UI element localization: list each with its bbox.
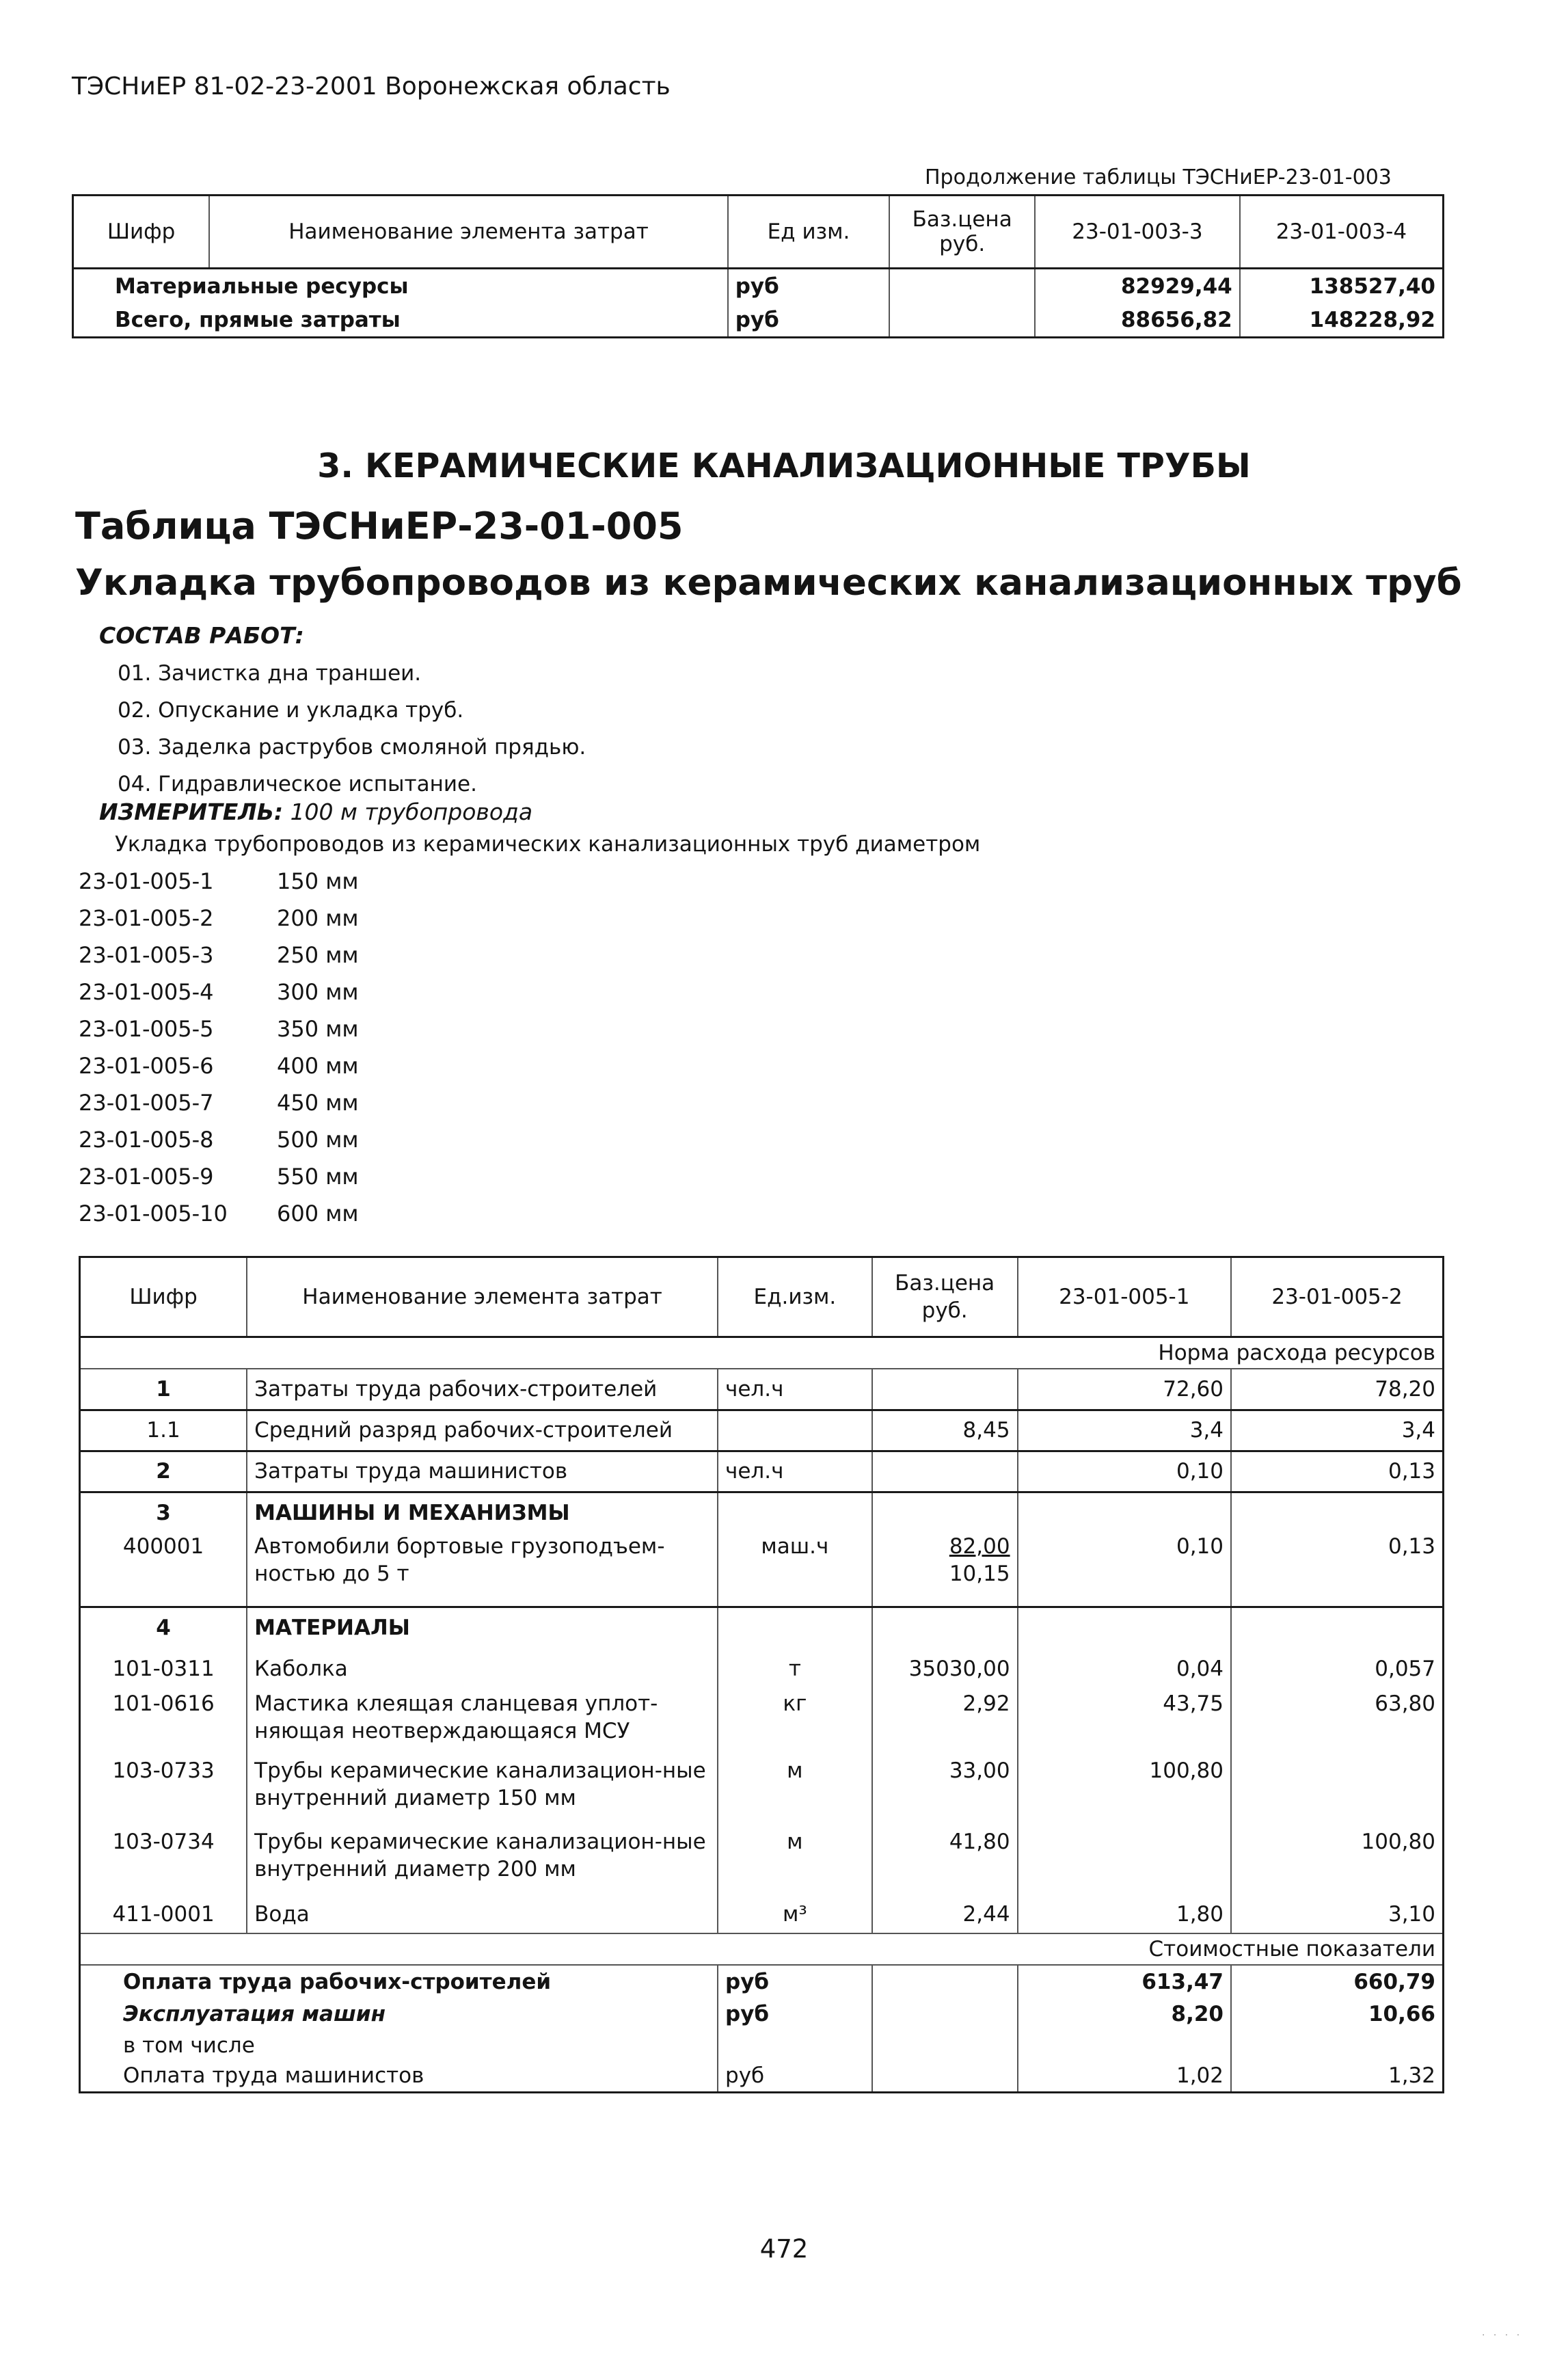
list-item (79, 1195, 359, 1232)
row-price (872, 1369, 1018, 1410)
table-header-row (80, 1257, 1444, 1337)
row-v1: 0,04 (1018, 1648, 1231, 1690)
scan-dots: · · · · (1482, 2330, 1523, 2341)
row-v1: 88656,82 (1035, 303, 1240, 338)
cost-v2: 1,32 (1231, 2061, 1444, 2092)
row-unit: м (718, 1757, 872, 1828)
table-row (80, 1451, 1444, 1492)
row-name: Материальные ресурсы (115, 273, 409, 299)
row-v2: 3,4 (1231, 1410, 1444, 1451)
row-name: МАТЕРИАЛЫ (247, 1607, 718, 1648)
row-price: 35030,00 (872, 1648, 1018, 1690)
cost-row (80, 2061, 1444, 2092)
row-code: 411-0001 (112, 1901, 215, 1927)
list-item (79, 1121, 359, 1158)
row-price-2: 10,15 (949, 1562, 1010, 1586)
table-row (80, 1757, 1444, 1828)
page-number: 472 (759, 2234, 809, 2264)
item-code: 23-01-005-10 (79, 1201, 228, 1227)
row-unit: маш.ч (718, 1533, 872, 1607)
table-group-row (80, 1607, 1444, 1648)
items-intro: Укладка трубопроводов из керамических канализационных труб диаметром (115, 832, 981, 857)
resource-table (79, 1256, 1444, 2093)
item-code: 23-01-005-3 (79, 942, 214, 968)
row-name: Средний разряд рабочих-строителей (247, 1410, 718, 1451)
col-header-v2: 23-01-003-4 (1240, 196, 1444, 269)
row-price: 82,00 (949, 1534, 1010, 1559)
row-price: 2,92 (872, 1690, 1018, 1757)
empty-cell (1231, 1492, 1444, 1533)
row-price: 41,80 (872, 1828, 1018, 1895)
table-description: Укладка трубопроводов из керамических канализационных труб (75, 562, 1462, 604)
empty-cell (872, 1607, 1018, 1648)
cost-name: в том числе (123, 2033, 255, 2058)
table-header-row (73, 196, 1444, 269)
row-name: Вода (247, 1895, 718, 1933)
row-v2 (1231, 1757, 1444, 1828)
row-unit (718, 1410, 872, 1451)
list-item: 03. Заделка раструбов смоляной прядью. (118, 735, 586, 760)
empty-cell (872, 1492, 1018, 1533)
item-code: 23-01-005-5 (79, 1016, 214, 1042)
cost-row (80, 2031, 1444, 2061)
list-item: 01. Зачистка дна траншеи. (118, 661, 422, 686)
col-header-code: Шифр (73, 196, 210, 269)
cost-v1: 613,47 (1018, 1965, 1231, 1998)
col-header-unit: Ед.изм. (718, 1257, 872, 1337)
row-unit: руб (728, 303, 890, 338)
empty-cell (718, 1492, 872, 1533)
row-v2: 63,80 (1231, 1690, 1444, 1757)
row-v1: 100,80 (1018, 1757, 1231, 1828)
row-v1: 0,10 (1018, 1451, 1231, 1492)
row-unit: кг (718, 1690, 872, 1757)
cost-unit: руб (718, 2061, 872, 2092)
row-unit: т (718, 1648, 872, 1690)
cost-v1: 8,20 (1018, 1998, 1231, 2031)
row-price (889, 269, 1035, 304)
item-size: 450 мм (277, 1090, 359, 1116)
list-item (79, 900, 359, 937)
item-size: 200 мм (277, 905, 359, 931)
row-code: 3 (156, 1500, 171, 1525)
row-v2: 3,10 (1231, 1895, 1444, 1933)
cost-name: Оплата труда рабочих-строителей (123, 1969, 552, 1994)
row-name: МАШИНЫ И МЕХАНИЗМЫ (247, 1492, 718, 1533)
col-header-unit: Ед изм. (728, 196, 890, 269)
row-v2: 0,13 (1231, 1451, 1444, 1492)
row-v2: 0,057 (1231, 1648, 1444, 1690)
list-item (79, 1010, 359, 1047)
list-item (79, 1158, 359, 1195)
row-v1 (1018, 1828, 1231, 1895)
table-group-row (80, 1492, 1444, 1533)
row-code: 400001 (80, 1533, 247, 1607)
row-unit: м³ (718, 1895, 872, 1933)
row-v1: 72,60 (1018, 1369, 1231, 1410)
item-size: 350 мм (277, 1016, 359, 1042)
col-header-v1: 23-01-005-1 (1018, 1257, 1231, 1337)
item-code: 23-01-005-2 (79, 905, 214, 931)
row-name: Каболка (247, 1648, 718, 1690)
col-header-v2: 23-01-005-2 (1231, 1257, 1444, 1337)
col-header-price: Баз.цена руб. (889, 196, 1035, 269)
row-price: 8,45 (872, 1410, 1018, 1451)
row-unit: чел.ч (718, 1369, 872, 1410)
row-v2: 100,80 (1231, 1828, 1444, 1895)
empty-cell (1231, 1607, 1444, 1648)
row-name: Мастика клеящая сланцевая уплот-няющая неотверждающаяся МСУ (247, 1690, 718, 1757)
items-list (79, 863, 359, 1232)
page-header-title: ТЭСНиЕР 81-02-23-2001 Воронежская область (72, 72, 671, 101)
row-code: 1.1 (80, 1410, 247, 1451)
item-size: 600 мм (277, 1201, 359, 1227)
norm-caption: Норма расхода ресурсов (80, 1337, 1444, 1369)
table-row (73, 269, 1444, 304)
row-unit: чел.ч (718, 1451, 872, 1492)
empty-cell (1018, 2031, 1231, 2061)
row-unit: м (718, 1828, 872, 1895)
item-code: 23-01-005-9 (79, 1164, 214, 1190)
row-code: 103-0733 (112, 1758, 215, 1783)
cost-name: Оплата труда машинистов (123, 2063, 424, 2089)
measure-line (99, 799, 532, 825)
table-row (80, 1895, 1444, 1933)
table-row (73, 303, 1444, 338)
row-v1: 0,10 (1018, 1533, 1231, 1607)
empty-cell (1018, 1607, 1231, 1648)
col-header-name: Наименование элемента затрат (209, 196, 727, 269)
empty-cell (872, 1965, 1018, 1998)
table-row (80, 1410, 1444, 1451)
empty-cell (718, 2031, 872, 2061)
row-name: Автомобили бортовые грузоподъем-ностью до 5 т (247, 1533, 718, 1607)
row-code: 4 (156, 1615, 171, 1640)
table-continuation-caption: Продолжение таблицы ТЭСНиЕР-23-01-003 (925, 165, 1392, 189)
cost-unit: руб (718, 1998, 872, 2031)
table-row (80, 1533, 1444, 1607)
row-price-cell (872, 1533, 1018, 1607)
empty-cell (1231, 2031, 1444, 2061)
list-item (79, 937, 359, 974)
empty-cell (872, 2031, 1018, 2061)
row-code: 103-0734 (112, 1830, 215, 1854)
section-title: 3. КЕРАМИЧЕСКИЕ КАНАЛИЗАЦИОННЫЕ ТРУБЫ (317, 446, 1251, 485)
row-v2: 138527,40 (1240, 269, 1444, 304)
empty-cell (872, 2061, 1018, 2092)
row-v1: 1,80 (1018, 1895, 1231, 1933)
cost-v2: 660,79 (1231, 1965, 1444, 1998)
item-code: 23-01-005-1 (79, 868, 214, 894)
norm-caption-row (80, 1337, 1444, 1369)
list-item: 04. Гидравлическое испытание. (118, 772, 477, 796)
col-header-name: Наименование элемента затрат (247, 1257, 718, 1337)
item-size: 300 мм (277, 979, 359, 1005)
row-code: 101-0311 (112, 1657, 215, 1681)
row-v1: 3,4 (1018, 1410, 1231, 1451)
works-list (118, 655, 586, 803)
cost-v2: 10,66 (1231, 1998, 1444, 2031)
item-code: 23-01-005-8 (79, 1127, 214, 1153)
item-size: 550 мм (277, 1164, 359, 1190)
table-row (80, 1369, 1444, 1410)
col-header-code: Шифр (80, 1257, 247, 1337)
row-code: 1 (80, 1369, 247, 1410)
cost-caption: Стоимостные показатели (80, 1933, 1444, 1965)
measure-label: ИЗМЕРИТЕЛЬ: (99, 799, 284, 825)
list-item (79, 1084, 359, 1121)
list-item (79, 974, 359, 1010)
cost-row (80, 1998, 1444, 2031)
item-code: 23-01-005-4 (79, 979, 214, 1005)
row-price: 2,44 (872, 1895, 1018, 1933)
cost-v1: 1,02 (1018, 2061, 1231, 2092)
row-price: 33,00 (872, 1757, 1018, 1828)
row-v2: 78,20 (1231, 1369, 1444, 1410)
row-code: 101-0616 (112, 1691, 215, 1716)
cost-row (80, 1965, 1444, 1998)
list-item (79, 1047, 359, 1084)
row-v2: 148228,92 (1240, 303, 1444, 338)
table-row (80, 1648, 1444, 1690)
row-v1: 82929,44 (1035, 269, 1240, 304)
row-name: Всего, прямые затраты (115, 307, 401, 332)
empty-cell (872, 1998, 1018, 2031)
item-size: 500 мм (277, 1127, 359, 1153)
cost-name: Эксплуатация машин (123, 2002, 386, 2026)
row-code: 2 (80, 1451, 247, 1492)
item-size: 250 мм (277, 942, 359, 968)
row-v1: 43,75 (1018, 1690, 1231, 1757)
row-name: Трубы керамические канализацион-ные внутренний диаметр 200 мм (247, 1828, 718, 1895)
row-price (872, 1451, 1018, 1492)
col-header-v1: 23-01-003-3 (1035, 196, 1240, 269)
row-unit: руб (728, 269, 890, 304)
list-item: 02. Опускание и укладка труб. (118, 698, 464, 723)
row-v2: 0,13 (1231, 1533, 1444, 1607)
previous-table (72, 194, 1444, 338)
item-size: 400 мм (277, 1053, 359, 1079)
item-code: 23-01-005-7 (79, 1090, 214, 1116)
empty-cell (718, 1607, 872, 1648)
work-composition-label: СОСТАВ РАБОТ: (99, 622, 304, 649)
measure-value: 100 м трубопровода (290, 799, 533, 825)
row-name: Затраты труда рабочих-строителей (247, 1369, 718, 1410)
row-price (889, 303, 1035, 338)
item-size: 150 мм (277, 868, 359, 894)
table-name: Таблица ТЭСНиЕР-23-01-005 (75, 505, 684, 548)
list-item (79, 863, 359, 900)
item-code: 23-01-005-6 (79, 1053, 214, 1079)
row-name: Трубы керамические канализацион-ные внутренний диаметр 150 мм (247, 1757, 718, 1828)
cost-caption-row (80, 1933, 1444, 1965)
col-header-price: Баз.цена руб. (872, 1257, 1018, 1337)
row-name: Затраты труда машинистов (247, 1451, 718, 1492)
empty-cell (1018, 1492, 1231, 1533)
table-row (80, 1828, 1444, 1895)
table-row (80, 1690, 1444, 1757)
cost-unit: руб (718, 1965, 872, 1998)
